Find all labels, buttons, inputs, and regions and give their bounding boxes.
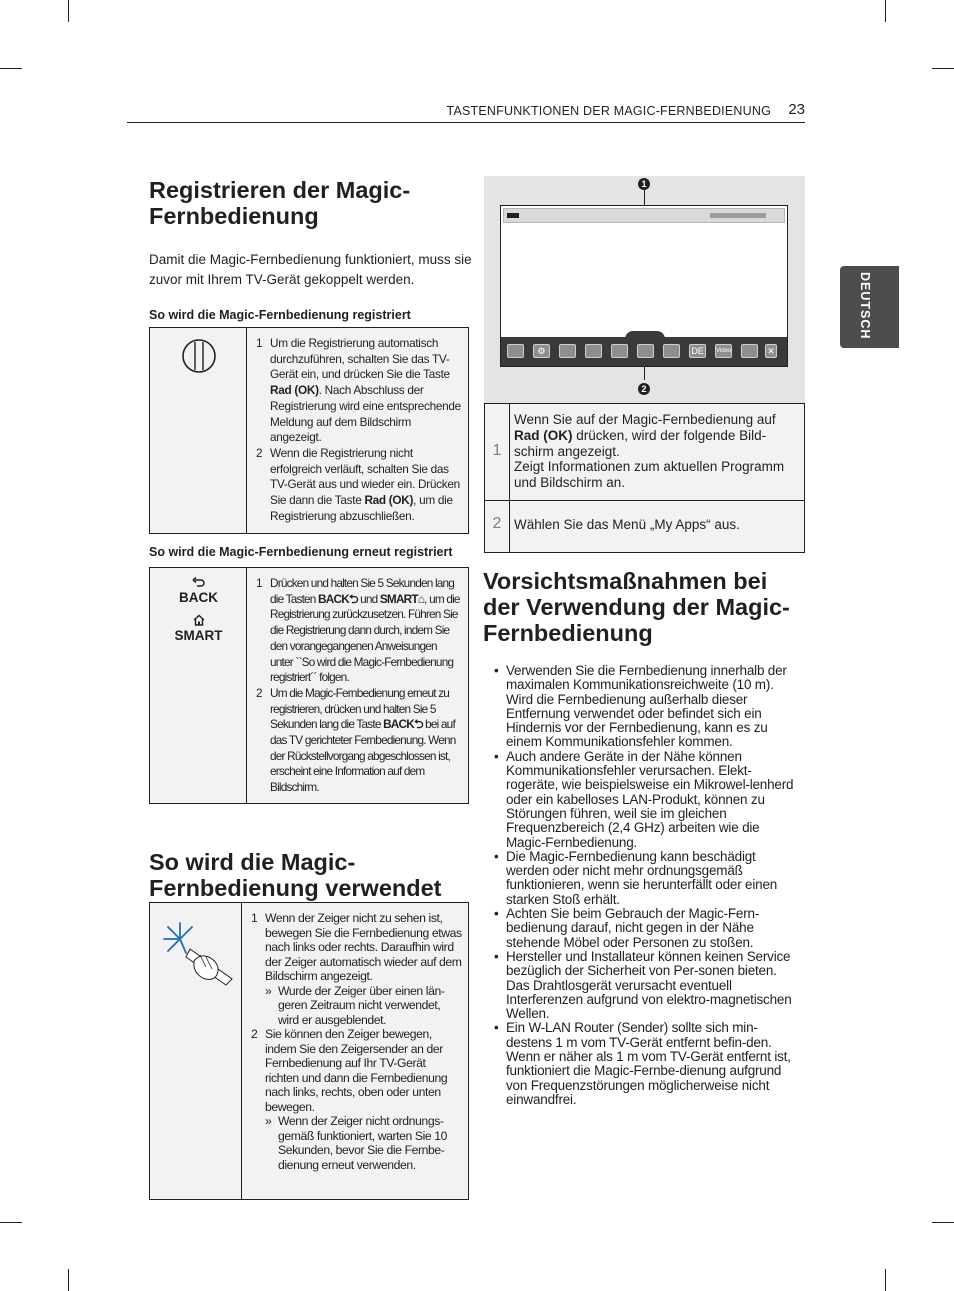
subhead-register: So wird die Magic-Fernbedienung registriert	[149, 308, 411, 322]
list-item: 1 Drücken und halten Sie 5 Sekunden lang die Tasten BACK⮌ und SMART⌂, um die Registrierung zurückzusetzen. Führen Sie die Registrierung dann durch, indem Sie den vorangegangenen Anweisungen unter ``So wird die Magic-Fernbedienung registriert´´ folgen.	[256, 576, 460, 685]
smart-key	[150, 614, 247, 643]
crop-mark	[68, 1269, 69, 1291]
back-arrow-icon: ⮌	[413, 717, 423, 732]
back-arrow-icon	[192, 576, 206, 588]
app-icon	[741, 344, 758, 358]
section-title-register: Registrieren der Magic-Fernbedienung	[149, 177, 411, 229]
use-steps-list	[251, 911, 462, 1172]
video-icon: Video	[715, 344, 732, 358]
sub-item: » Wenn der Zeiger nicht ordnungs-gemäß funktioniert, warten Sie 10 Sekunden, bevor Sie die Fernbe-dienung erneut verwenden.	[265, 1114, 448, 1172]
running-header	[127, 101, 805, 123]
list-item: • Hersteller und Installateur können keinen Service bezüglich der Sicherheit von Per-sonen bieten. Das Drahtlosgerät verursacht eventuell Interferenzen aufgrund von elektro-magnetischen Wellen.	[494, 950, 798, 1021]
tv-screen-figure	[484, 176, 805, 403]
crop-mark	[0, 68, 22, 69]
table-row: 1 Wenn Sie auf der Magic-Fernbedienung auf Rad (OK) drücken, wird der folgende Bild-schirm angezeigt. Zeigt Informationen zum aktuellen Programm und Bildschirm an.	[485, 404, 804, 501]
crop-mark	[932, 68, 954, 69]
table-row: 2 Wählen Sie das Menü „My Apps“ aus.	[485, 501, 804, 552]
reregister-steps-box	[149, 567, 469, 804]
register-steps-list	[256, 336, 462, 524]
section-title-use: So wird die Magic-Fernbedienung verwendet	[149, 849, 442, 901]
language-tab-label: DEUTSCH	[858, 272, 872, 340]
pointer-remote-icon	[160, 917, 240, 987]
callout-2: 2	[638, 383, 650, 395]
icon-column	[150, 328, 247, 533]
app-icon	[507, 344, 524, 358]
list-item: 1 Um die Registrierung automatisch durchzuführen, schalten Sie das TV-Gerät ein, und drücken Sie die Taste Rad (OK). Nach Abschluss der Registrierung wird eine entsprechende Meldung auf dem Bildschirm angezeigt.	[256, 336, 461, 445]
callout-line	[644, 367, 645, 380]
close-icon: ✕	[765, 344, 777, 358]
list-item: 2 Wenn die Registrierung nicht erfolgreich verläuft, schalten Sie das TV-Gerät aus und wieder ein. Drücken Sie dann die Taste Rad (OK), um die Registrierung abzuschließen.	[256, 445, 460, 523]
back-arrow-icon: ⮌	[348, 591, 358, 606]
icon-column	[150, 903, 242, 1199]
tv-screen	[500, 205, 788, 367]
guide-icon	[611, 344, 628, 358]
running-title: TASTENFUNKTIONEN DER MAGIC-FERNBEDIENUNG	[446, 104, 771, 118]
home-icon	[192, 614, 206, 626]
register-steps-box	[149, 327, 469, 534]
language-tab	[840, 266, 899, 348]
clock-icon	[663, 344, 680, 358]
use-steps-box	[149, 902, 469, 1200]
list-item: • Die Magic-Fernbedienung kann beschädigt werden oder nicht mehr ordnungsgemäß funktionieren, wenn sie herunterfällt oder einen starken Stoß erhält.	[494, 850, 798, 907]
crop-mark	[932, 1222, 954, 1223]
crop-mark	[885, 0, 886, 22]
crop-mark	[0, 1222, 22, 1223]
figure-legend-table	[484, 403, 805, 553]
info-bar	[503, 208, 785, 223]
reregister-steps-list	[256, 576, 462, 796]
page-number: 23	[788, 101, 805, 118]
globe-icon	[559, 344, 576, 358]
list-item: • Auch andere Geräte in der Nähe können Kommunikationsfehler verursachen. Elekt-rogeräte, wie beispielsweise ein Mikrowel-lenherd oder ein kabelloses LAN-Produkt, können zu Störungen führen, weil sie im gleichen Frequenzbereich (2,4 GHz) arbeiten wie die Magic-Fernbedienung.	[494, 750, 798, 850]
list-item: 2 Sie können den Zeiger bewegen, indem Sie den Zeigersender an der Fernbedienung auf Ihr TV-Gerät richten und dann die Fernbedienung nach links, rechts, oben oder unten bewegen. » Wenn der Zeiger nicht ordnungs-gemäß funktioniert, warten Sie 10 Sekunden, bevor Sie die Fernbe-dienung erneut verwenden.	[251, 1027, 462, 1172]
callout-1: 1	[638, 178, 650, 190]
app-icon	[637, 344, 654, 358]
crop-mark	[885, 1269, 886, 1291]
search-icon	[585, 344, 602, 358]
list-item: • Achten Sie beim Gebrauch der Magic-Fern-bedienung darauf, nicht gegen in der Nähe stehende Möbel oder Personen zu stoßen.	[494, 907, 798, 950]
precautions-list	[494, 664, 798, 1107]
register-intro: Damit die Magic-Fernbedienung funktioniert, muss sie zuvor mit Ihrem TV-Gerät gekoppelt werden.	[149, 252, 472, 287]
sub-item: » Wurde der Zeiger über einen län-geren Zeitraum nicht verwendet, wird er ausgeblendet.	[265, 983, 445, 1027]
gear-icon: ⚙	[533, 344, 550, 358]
my-apps-bar	[501, 337, 787, 366]
back-key	[150, 576, 247, 605]
list-item: • Ein W-LAN Router (Sender) sollte sich min-destens 1 m vom TV-Gerät entfernt befin-den. Wenn er näher als 1 m vom TV-Gerät entfernt ist, funktioniert die Magic-Fernbe-dienung aufgrund von Frequenzstörungen möglicherweise nicht einwandfrei.	[494, 1021, 798, 1107]
smart-label: SMART	[174, 628, 223, 643]
list-item: 1 Wenn der Zeiger nicht zu sehen ist, bewegen Sie die Fernbedienung etwas nach links oder rechts. Daraufhin wird der Zeiger automatisch wieder auf dem Bildschirm angezeigt. » Wurde der Zeiger über einen län-geren Zeitraum nicht verwendet, wird er ausgeblendet.	[251, 911, 462, 1027]
section-title-precautions: Vorsichtsmaßnahmen bei der Verwendung der Magic-Fernbedienung	[483, 568, 790, 646]
crop-mark	[68, 0, 69, 22]
icon-column	[150, 568, 247, 803]
table-cell: Wählen Sie das Menü „My Apps“ aus.	[514, 517, 740, 532]
language-icon: DE	[689, 344, 706, 358]
list-item: 2 Um die Magic-Fernbedienung erneut zu registrieren, drücken und halten Sie 5 Sekunden lang die Taste BACK⮌ bei auf das TV gerichteter Fernbedienung. Wenn der Rückstellvorgang abgeschlossen ist, erscheint eine Information auf dem Bildschirm.	[256, 685, 456, 795]
subhead-reregister: So wird die Magic-Fernbedienung erneut registriert	[149, 545, 453, 559]
table-cell: Wenn Sie auf der Magic-Fernbedienung auf Rad (OK) drücken, wird der folgende Bild-schirm angezeigt. Zeigt Informationen zum aktuellen Programm und Bildschirm an.	[514, 412, 785, 491]
home-icon: ⌂	[417, 591, 425, 606]
list-item: • Verwenden Sie die Fernbedienung innerhalb der maximalen Kommunikationsreichweite (10 m). Wird die Fernbedienung außerhalb dieser Entfernung verwendet oder befindet sich ein Hindernis vor der Fernbedienung, kann es zu einem Kommunikationsfehler kommen.	[494, 664, 798, 750]
wheel-ok-icon	[181, 338, 217, 374]
back-label: BACK	[179, 590, 218, 605]
